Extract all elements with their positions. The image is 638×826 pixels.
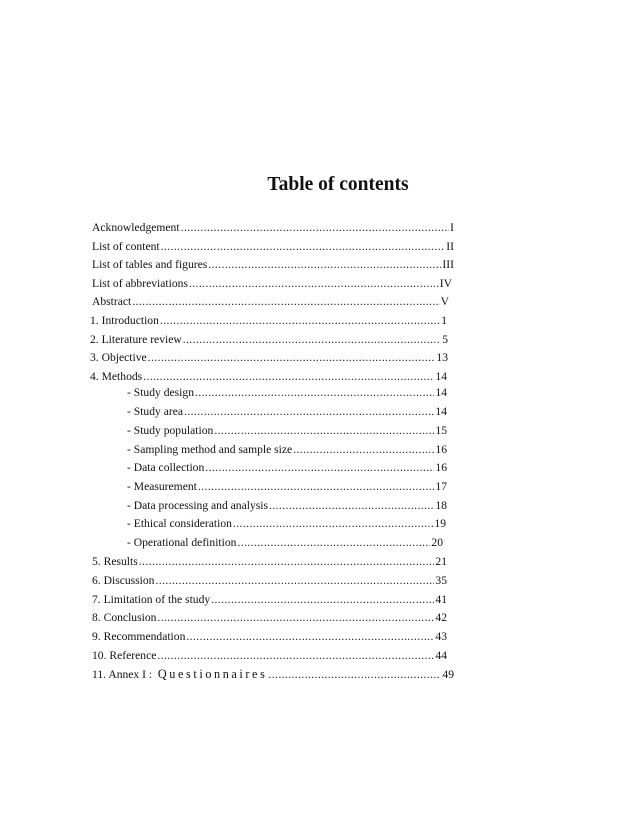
toc-entry-ethical-consideration[interactable] <box>127 517 446 531</box>
toc-label: - Operational definition <box>127 536 237 549</box>
toc-entry-results[interactable] <box>92 555 447 569</box>
toc-page-number: 21 <box>435 555 447 568</box>
toc-entry-study-area[interactable] <box>127 405 447 419</box>
leader-dots <box>208 258 441 272</box>
toc-label: - Data processing and analysis <box>127 499 269 512</box>
toc-entry-introduction[interactable] <box>90 314 447 328</box>
toc-entry-methods[interactable] <box>90 370 447 384</box>
toc-label: - Study design <box>127 386 194 399</box>
toc-label: 10. Reference <box>92 649 157 662</box>
toc-page-number: 14 <box>435 370 447 383</box>
page-title: Table of contents <box>267 174 409 195</box>
toc-label: - Sampling method and sample size <box>127 443 293 456</box>
toc-label: Abstract <box>92 295 132 308</box>
toc-page-number: 49 <box>442 668 454 681</box>
toc-entry-acknowledgement[interactable] <box>92 221 454 235</box>
toc-entry-list-of-abbreviations[interactable] <box>92 277 452 291</box>
toc-entry-list-of-content[interactable] <box>92 240 454 254</box>
leader-dots <box>269 499 434 513</box>
toc-page-number: IV <box>439 277 452 290</box>
toc-entry-limitation[interactable] <box>92 593 447 607</box>
leader-dots <box>195 386 434 400</box>
leader-dots <box>157 649 434 663</box>
toc-entry-data-processing[interactable] <box>127 499 447 513</box>
leader-dots <box>189 277 439 291</box>
toc-page-number: III <box>442 258 454 271</box>
toc-entry-conclusion[interactable] <box>92 611 447 625</box>
leader-dots <box>293 443 434 457</box>
toc-label: 2. Literature review <box>90 333 182 346</box>
toc-label: - Measurement <box>127 480 197 493</box>
leader-dots <box>233 517 433 531</box>
toc-page-number: 43 <box>435 630 447 643</box>
toc-page-number: 35 <box>435 574 447 587</box>
leader-dots <box>139 555 435 569</box>
toc-page-number: II <box>446 240 454 253</box>
toc-label: List of tables and figures <box>92 258 208 271</box>
toc-page-number: V <box>440 295 449 308</box>
toc-label: - Study population <box>127 424 214 437</box>
toc-page-number: 13 <box>436 351 448 364</box>
toc-label: 5. Results <box>92 555 138 568</box>
toc-entry-list-of-tables[interactable] <box>92 258 454 272</box>
leader-dots <box>237 536 430 550</box>
leader-dots <box>186 630 434 644</box>
toc-entry-annex-i[interactable] <box>92 667 454 682</box>
toc-label: 7. Limitation of the study <box>92 593 211 606</box>
toc-entry-sampling-method[interactable] <box>127 443 447 457</box>
toc-page-number: 41 <box>435 593 447 606</box>
leader-dots <box>198 480 435 494</box>
toc-entry-study-design[interactable] <box>127 386 447 400</box>
leader-dots <box>268 668 441 682</box>
toc-entry-reference[interactable] <box>92 649 447 663</box>
toc-page-number: 19 <box>434 517 446 530</box>
leader-dots <box>211 593 434 607</box>
toc-entry-recommendation[interactable] <box>92 630 447 644</box>
leader-dots <box>161 240 446 254</box>
toc-page-number: 5 <box>442 333 448 346</box>
toc-label: 6. Discussion <box>92 574 155 587</box>
leader-dots <box>155 574 434 588</box>
leader-dots <box>132 295 439 309</box>
toc-label: 3. Objective <box>90 351 147 364</box>
toc-label: 4. Methods <box>90 370 143 383</box>
toc-page-number: 15 <box>435 424 447 437</box>
toc-label: 1. Introduction <box>90 314 159 327</box>
toc-label: 8. Conclusion <box>92 611 157 624</box>
toc-label: - Ethical consideration <box>127 517 232 530</box>
toc-entry-measurement[interactable] <box>127 480 447 494</box>
toc-entry-study-population[interactable] <box>127 424 447 438</box>
toc-page-number: 42 <box>435 611 447 624</box>
toc-page-number: 1 <box>441 314 447 327</box>
toc-page-number: 16 <box>435 443 447 456</box>
toc-page-number: 14 <box>435 405 447 418</box>
toc-entry-discussion[interactable] <box>92 574 447 588</box>
leader-dots <box>157 611 434 625</box>
leader-dots <box>148 351 436 365</box>
toc-page-number: 18 <box>435 499 447 512</box>
leader-dots <box>183 333 441 347</box>
toc-page-number: I <box>450 221 454 234</box>
toc-label: - Study area <box>127 405 184 418</box>
toc-page-number: 44 <box>435 649 447 662</box>
toc-label: List of content <box>92 240 160 253</box>
toc-entry-literature-review[interactable] <box>90 333 448 347</box>
toc-label: Acknowledgement <box>92 221 180 234</box>
leader-dots <box>205 461 434 475</box>
leader-dots <box>160 314 440 328</box>
leader-dots <box>181 221 450 235</box>
toc-label: List of abbreviations <box>92 277 188 290</box>
leader-dots <box>214 424 434 438</box>
leader-dots <box>184 405 434 419</box>
toc-label: 11. Annex I : <box>92 668 153 681</box>
toc-page-number: 16 <box>435 461 447 474</box>
toc-page-number: 20 <box>431 536 443 549</box>
toc-page-number: 17 <box>435 480 447 493</box>
toc-entry-operational-definition[interactable] <box>127 536 443 550</box>
toc-label-questionnaires: Questionnaires <box>157 667 268 681</box>
toc-page-number: 14 <box>435 386 447 399</box>
toc-entry-data-collection[interactable] <box>127 461 447 475</box>
toc-entry-objective[interactable] <box>90 351 448 365</box>
toc-label: - Data collection <box>127 461 205 474</box>
toc-entry-abstract[interactable] <box>92 295 449 309</box>
toc-label: 9. Recommendation <box>92 630 186 643</box>
leader-dots <box>143 370 434 384</box>
